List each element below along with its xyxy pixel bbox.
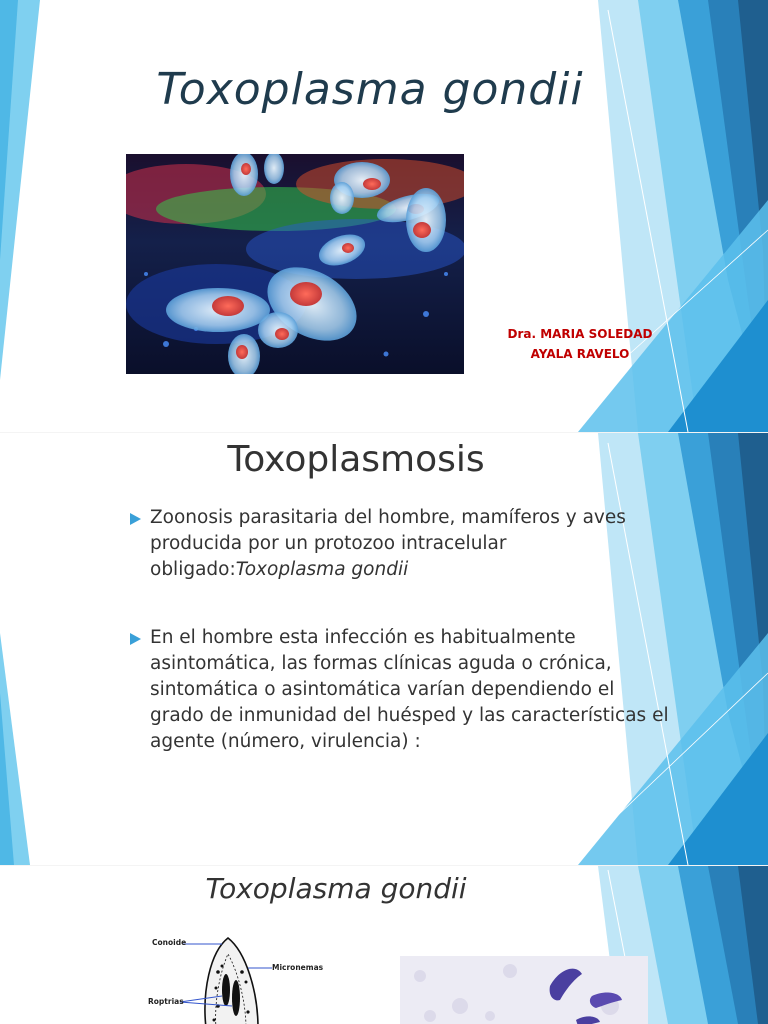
bullet-italic-text: Toxoplasma gondii [235, 559, 409, 580]
diagram-label-conoide: Conoide [152, 938, 187, 947]
slide-title: Toxoplasmosis [227, 439, 485, 480]
toxoplasma-micrograph-image [126, 154, 464, 374]
author-line-2: AYALA RAVELO [530, 347, 630, 361]
toxoplasma-microscopy-image [400, 956, 648, 1024]
slide-title: Toxoplasma gondii [156, 64, 584, 115]
author-name [500, 324, 660, 364]
bullet-text: Zoonosis parasitaria del hombre, mamíferos y aves producida por un protozoo intracelular obligado: [150, 507, 626, 580]
slide-3 [0, 866, 768, 1024]
slide-1 [0, 0, 768, 432]
bullet-arrow-icon [130, 513, 141, 525]
toxoplasma-structure-diagram [122, 932, 334, 1024]
diagram-label-micronemas: Micronemas [272, 963, 324, 972]
bullet-item [130, 625, 670, 755]
slide-title: Toxoplasma gondii [205, 872, 467, 905]
left-decor-strip [0, 433, 40, 865]
bullet-arrow-icon [130, 633, 141, 645]
bullet-text: En el hombre esta infección es habitualmente asintomática, las formas clínicas aguda o crónica, sintomática o asintomática varían dependiendo el grado de inmunidad del huésped y las características el agente (número, virulencia) : [150, 627, 669, 752]
slide-2 [0, 433, 768, 865]
bullet-list [130, 505, 670, 797]
bullet-item [130, 505, 670, 583]
diagram-label-roptrias: Roptrias [148, 997, 184, 1006]
author-line-1: Dra. MARIA SOLEDAD [507, 327, 653, 341]
